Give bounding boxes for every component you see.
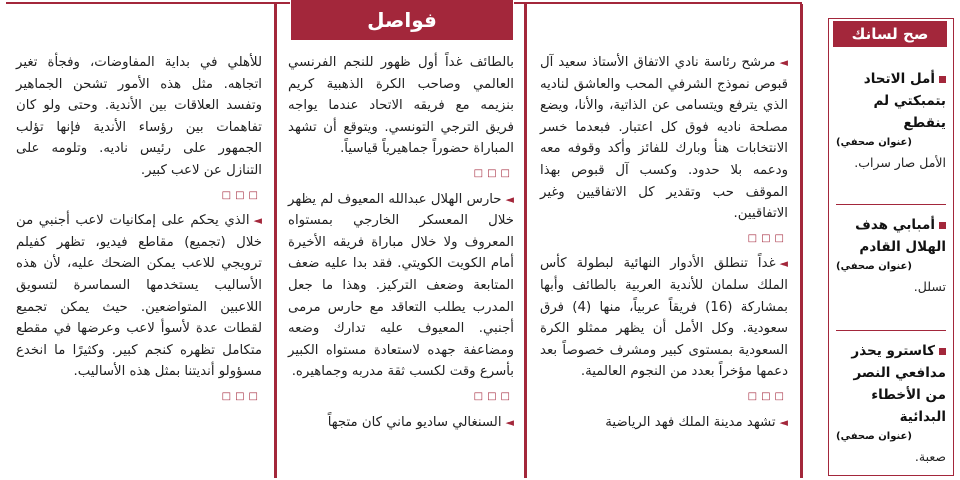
sidebar-title: صح لسانك xyxy=(833,21,947,47)
sidebar-item-reply: صعبة. xyxy=(914,449,946,464)
triangle-bullet-icon: ◄ xyxy=(505,192,514,206)
separator: □□□ xyxy=(747,232,788,244)
sidebar-item-headline: أمبابي هدف الهلال القادم xyxy=(855,217,946,255)
paragraph: ◄غداً تنطلق الأدوار النهائية لبطولة كأس الملك سلمان للأندية العربية بالطائف وأبها بمشاركة (16) فريقاً عربياً، منها (4) فرق سعودية. وكل الأمل أن يظهر ممثلو الكرة السعودية بمستوى كبير ومشرف خصوصاً بعد دعمها مؤخراً بعدد من النجوم العالمية. xyxy=(540,256,788,380)
triangle-bullet-icon: ◄ xyxy=(779,415,788,429)
column-divider-mid-left xyxy=(274,4,277,478)
paragraph: ◄مرشح رئاسة نادي الاتفاق الأستاذ سعيد آل قبوص نموذج الشرفي المحب والعاشق لناديه الذي يترفع ويتسامى عن الذاتية، والأنا، ويضع مصلحة ناديه فوق كل اعتبار. فبعدما خسر الانتخابات هنأ وبارك للفائز وأكد وقوفه معه ودعمه بلا حدود. وكسب آل قبوص بهذا الموقف حب وتقدير كل الاتفاقيين وغير الاتفاقيين. xyxy=(540,55,788,222)
sidebar-divider xyxy=(836,330,946,331)
sidebar-item-headline: أمل الاتحاد بتمبكتي لم ينقطع xyxy=(863,71,946,131)
sidebar-item-source: (عنوان صحفي) xyxy=(836,431,912,442)
separator: □□□ xyxy=(221,189,262,201)
column-divider-mid-right xyxy=(524,4,527,478)
top-rule-right xyxy=(514,2,802,4)
separator: □□□ xyxy=(747,390,788,402)
sidebar-item-headline: كاسترو يحذر مدافعي النصر من الأخطاء البدائية xyxy=(851,343,946,425)
separator: □□□ xyxy=(221,390,262,402)
triangle-bullet-icon: ◄ xyxy=(779,56,788,69)
sidebar-item xyxy=(836,68,946,172)
separator: □□□ xyxy=(473,390,514,402)
separator: □□□ xyxy=(473,167,514,179)
paragraph: ◄تشهد مدينة الملك فهد الرياضية xyxy=(605,414,788,430)
paragraph: للأهلي في بداية المفاوضات، وفجأة تغير اتجاهه. مثل هذه الأمور تشحن الجماهير وتفسد العلاقات بين الأندية. وحتى ولو كان تفاهمات بين رؤساء الأندية فإنها تؤلب الجمهور على رئيس ناديه. وتلومه على التنازل عن لاعب كبير. xyxy=(16,55,262,178)
paragraph: ◄الذي يحكم على إمكانيات لاعب أجنبي من خلال (تجميع) مقاطع فيديو، تظهر كفيلم ترويجي للاعب يمكن الضحك عليه، لأن هذه الأساليب يستخدمها السماسرة لتسويق اللاعبين المتواضعين. حيث يمكن تجميع لقطات عدة لأسوأ لاعب وعرضها في مقطع متكامل تظهره كنجم كبير. وكثيرًا ما انخدع مسؤولو أنديتنا بمثل هذه الأساليب. xyxy=(16,213,262,380)
sidebar-item xyxy=(836,214,946,296)
sidebar-item-reply: الأمل صار سراب. xyxy=(854,155,946,170)
sidebar-item xyxy=(836,340,946,466)
triangle-bullet-icon: ◄ xyxy=(505,415,514,429)
top-rule-left xyxy=(6,2,290,4)
paragraph: ◄حارس الهلال عبدالله المعيوف لم يظهر خلال المعسكر الخارجي بمستواه المعروف ولا خلال مباراة فريقه الأخيرة أمام الكويت الكويتي. فقد بدا عليه ضعف المتابعة وضعف التركيز. وهذا ما جعل المدرب يطلب التعاقد مع حارس مرمى أجنبي. المعيوف عليه تدارك وضعه ومضاعفة جهده لاستعادة مستواه الكبير بأسرع وقت لكسب ثقة مدربه وجماهيره. xyxy=(288,191,514,380)
paragraph: ◄السنغالي ساديو ماني كان متجهاً xyxy=(327,414,514,430)
square-bullet-icon xyxy=(939,222,946,229)
sidebar-item-reply: تسلل. xyxy=(913,279,946,294)
column-title: فواصل xyxy=(291,0,513,40)
sidebar-divider xyxy=(836,204,946,205)
triangle-bullet-icon: ◄ xyxy=(779,257,788,271)
sidebar-item-source: (عنوان صحفي) xyxy=(836,261,912,272)
triangle-bullet-icon: ◄ xyxy=(253,214,262,228)
sidebar-item-source: (عنوان صحفي) xyxy=(836,137,912,148)
article-column-3 xyxy=(16,52,262,472)
article-column-2 xyxy=(288,52,514,472)
paragraph: بالطائف غداً أول ظهور للنجم الفرنسي العالمي وصاحب الكرة الذهبية كريم بنزيمه مع فريقه الاتحاد عندما يواجه فريق الترجي التونسي. ويتوقع أن تشهد المباراة حضوراً جماهيرياً قياسياً. xyxy=(288,55,514,157)
column-divider-right xyxy=(800,4,803,478)
square-bullet-icon xyxy=(939,76,946,83)
article-column-1 xyxy=(540,52,788,472)
square-bullet-icon xyxy=(939,348,946,355)
